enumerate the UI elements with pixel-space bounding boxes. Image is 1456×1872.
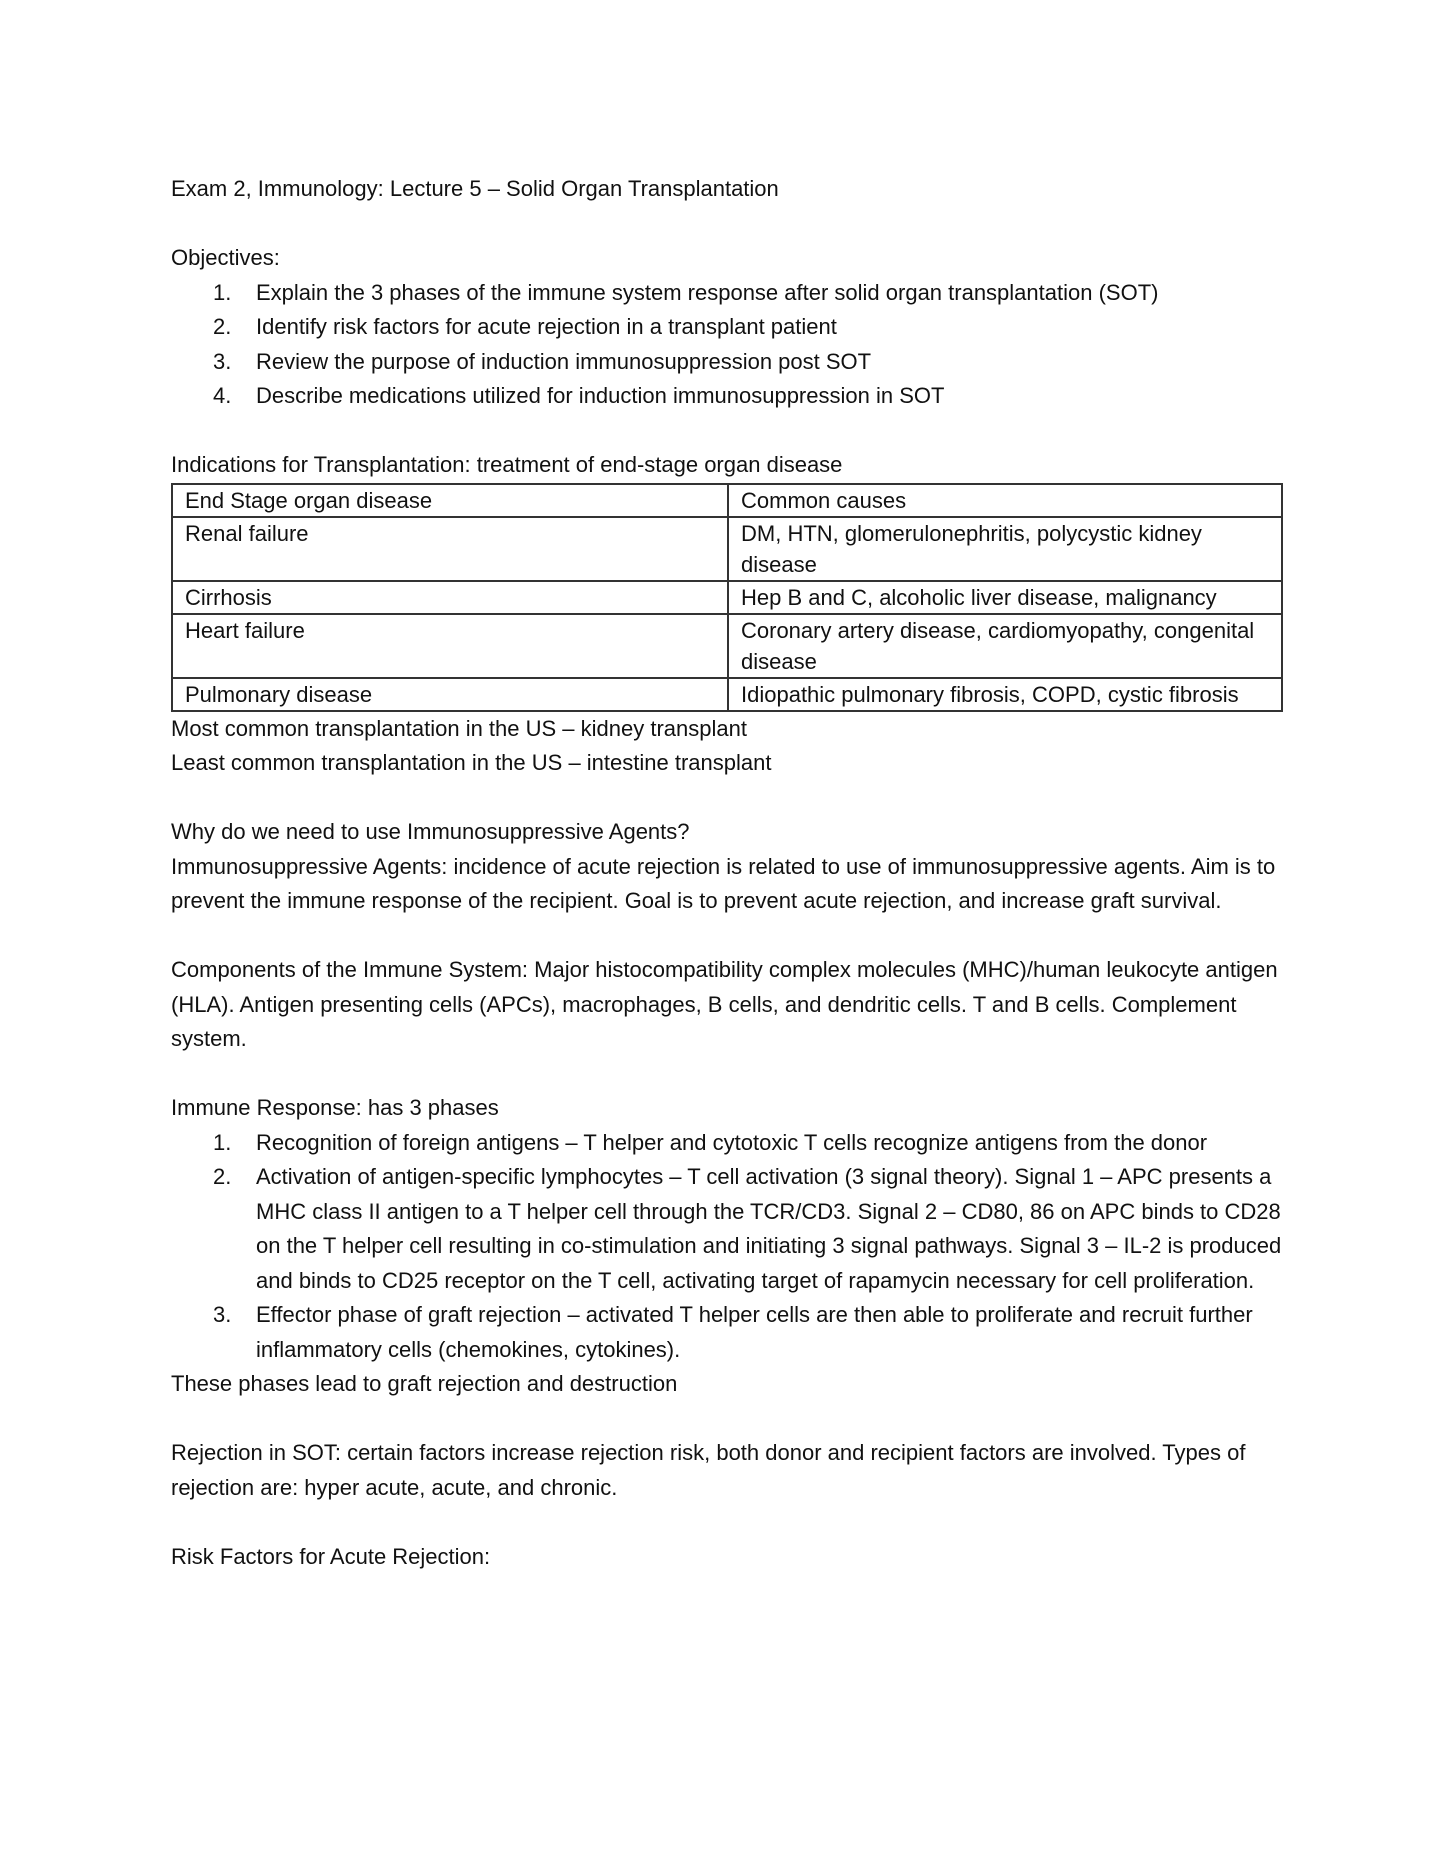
immunosuppressive-paragraph: Immunosuppressive Agents: incidence of acute rejection is related to use of immunosuppressive agents. Aim is to prevent the immune response of the recipient. Goal is to prevent acute rejection, and increase graft survival. bbox=[171, 853, 1276, 913]
table-cell: Renal failure bbox=[172, 517, 728, 581]
list-item: 2. Identify risk factors for acute rejection in a transplant patient bbox=[213, 314, 837, 339]
list-item: 1. Explain the 3 phases of the immune system response after solid organ transplantation (SOT) bbox=[213, 279, 1159, 305]
objectives-list bbox=[171, 276, 1283, 414]
most-common-transplant: Most common transplantation in the US – kidney transplant bbox=[171, 715, 747, 741]
table-cell: Hep B and C, alcoholic liver disease, malignancy bbox=[728, 581, 1282, 614]
immune-response-conclusion: These phases lead to graft rejection and destruction bbox=[171, 1371, 678, 1396]
list-item: 2. Activation of antigen-specific lymphocytes – T cell activation (3 signal theory). Signal 1 – APC presents a MHC class II antigen to a T helper cell through the TCR/CD3. Signal 2 – CD80, 86 on APC binds to CD28 on the T helper cell resulting in co-stimulation and initiating 3 signal pathways. Signal 3 – IL-2 is produced and binds to CD25 receptor on the T cell, activating target of rapamycin necessary for cell proliferation. bbox=[213, 1164, 1282, 1293]
table-header-row bbox=[172, 484, 1282, 517]
table-row bbox=[172, 517, 1282, 581]
list-item: 3. Effector phase of graft rejection – activated T helper cells are then able to proliferate and recruit further inflammatory cells (chemokines, cytokines). bbox=[213, 1302, 1253, 1362]
rejection-paragraph: Rejection in SOT: certain factors increase rejection risk, both donor and recipient factors are involved. Types of rejection are: hyper acute, acute, and chronic. bbox=[171, 1440, 1246, 1500]
table-cell: DM, HTN, glomerulonephritis, polycystic kidney disease bbox=[728, 517, 1282, 581]
list-item: 1. Recognition of foreign antigens – T helper and cytotoxic T cells recognize antigens from the donor bbox=[213, 1129, 1208, 1155]
table-cell: Coronary artery disease, cardiomyopathy, congenital disease bbox=[728, 614, 1282, 678]
risk-factors-heading: Risk Factors for Acute Rejection: bbox=[171, 1543, 491, 1569]
table-header-cell: End Stage organ disease bbox=[172, 484, 728, 517]
components-paragraph: Components of the Immune System: Major histocompatibility complex molecules (MHC)/human leukocyte antigen (HLA). Antigen presenting cells (APCs), macrophages, B cells, and dendritic cells. T and B cells. Complement system. bbox=[171, 957, 1278, 1051]
table-row bbox=[172, 581, 1282, 614]
document-title: Exam 2, Immunology: Lecture 5 – Solid Organ Transplantation bbox=[171, 176, 779, 201]
table-cell: Idiopathic pulmonary fibrosis, COPD, cystic fibrosis bbox=[728, 678, 1282, 711]
table-cell: Heart failure bbox=[172, 614, 728, 678]
objectives-heading: Objectives: bbox=[171, 245, 280, 270]
table-cell: Cirrhosis bbox=[172, 581, 728, 614]
table-header-cell: Common causes bbox=[728, 484, 1282, 517]
immune-response-list bbox=[171, 1126, 1283, 1368]
immunosuppressive-question: Why do we need to use Immunosuppressive Agents? bbox=[171, 819, 690, 844]
indications-heading: Indications for Transplantation: treatment of end-stage organ disease bbox=[171, 452, 843, 477]
table-row bbox=[172, 678, 1282, 711]
indications-table bbox=[171, 483, 1283, 712]
list-item: 3. Review the purpose of induction immunosuppression post SOT bbox=[213, 348, 872, 374]
least-common-transplant: Least common transplantation in the US – intestine transplant bbox=[171, 750, 772, 775]
table-cell: Pulmonary disease bbox=[172, 678, 728, 711]
immune-response-heading: Immune Response: has 3 phases bbox=[171, 1095, 499, 1120]
list-item: 4. Describe medications utilized for induction immunosuppression in SOT bbox=[213, 383, 945, 408]
document-page bbox=[171, 172, 1283, 1574]
table-row bbox=[172, 614, 1282, 678]
